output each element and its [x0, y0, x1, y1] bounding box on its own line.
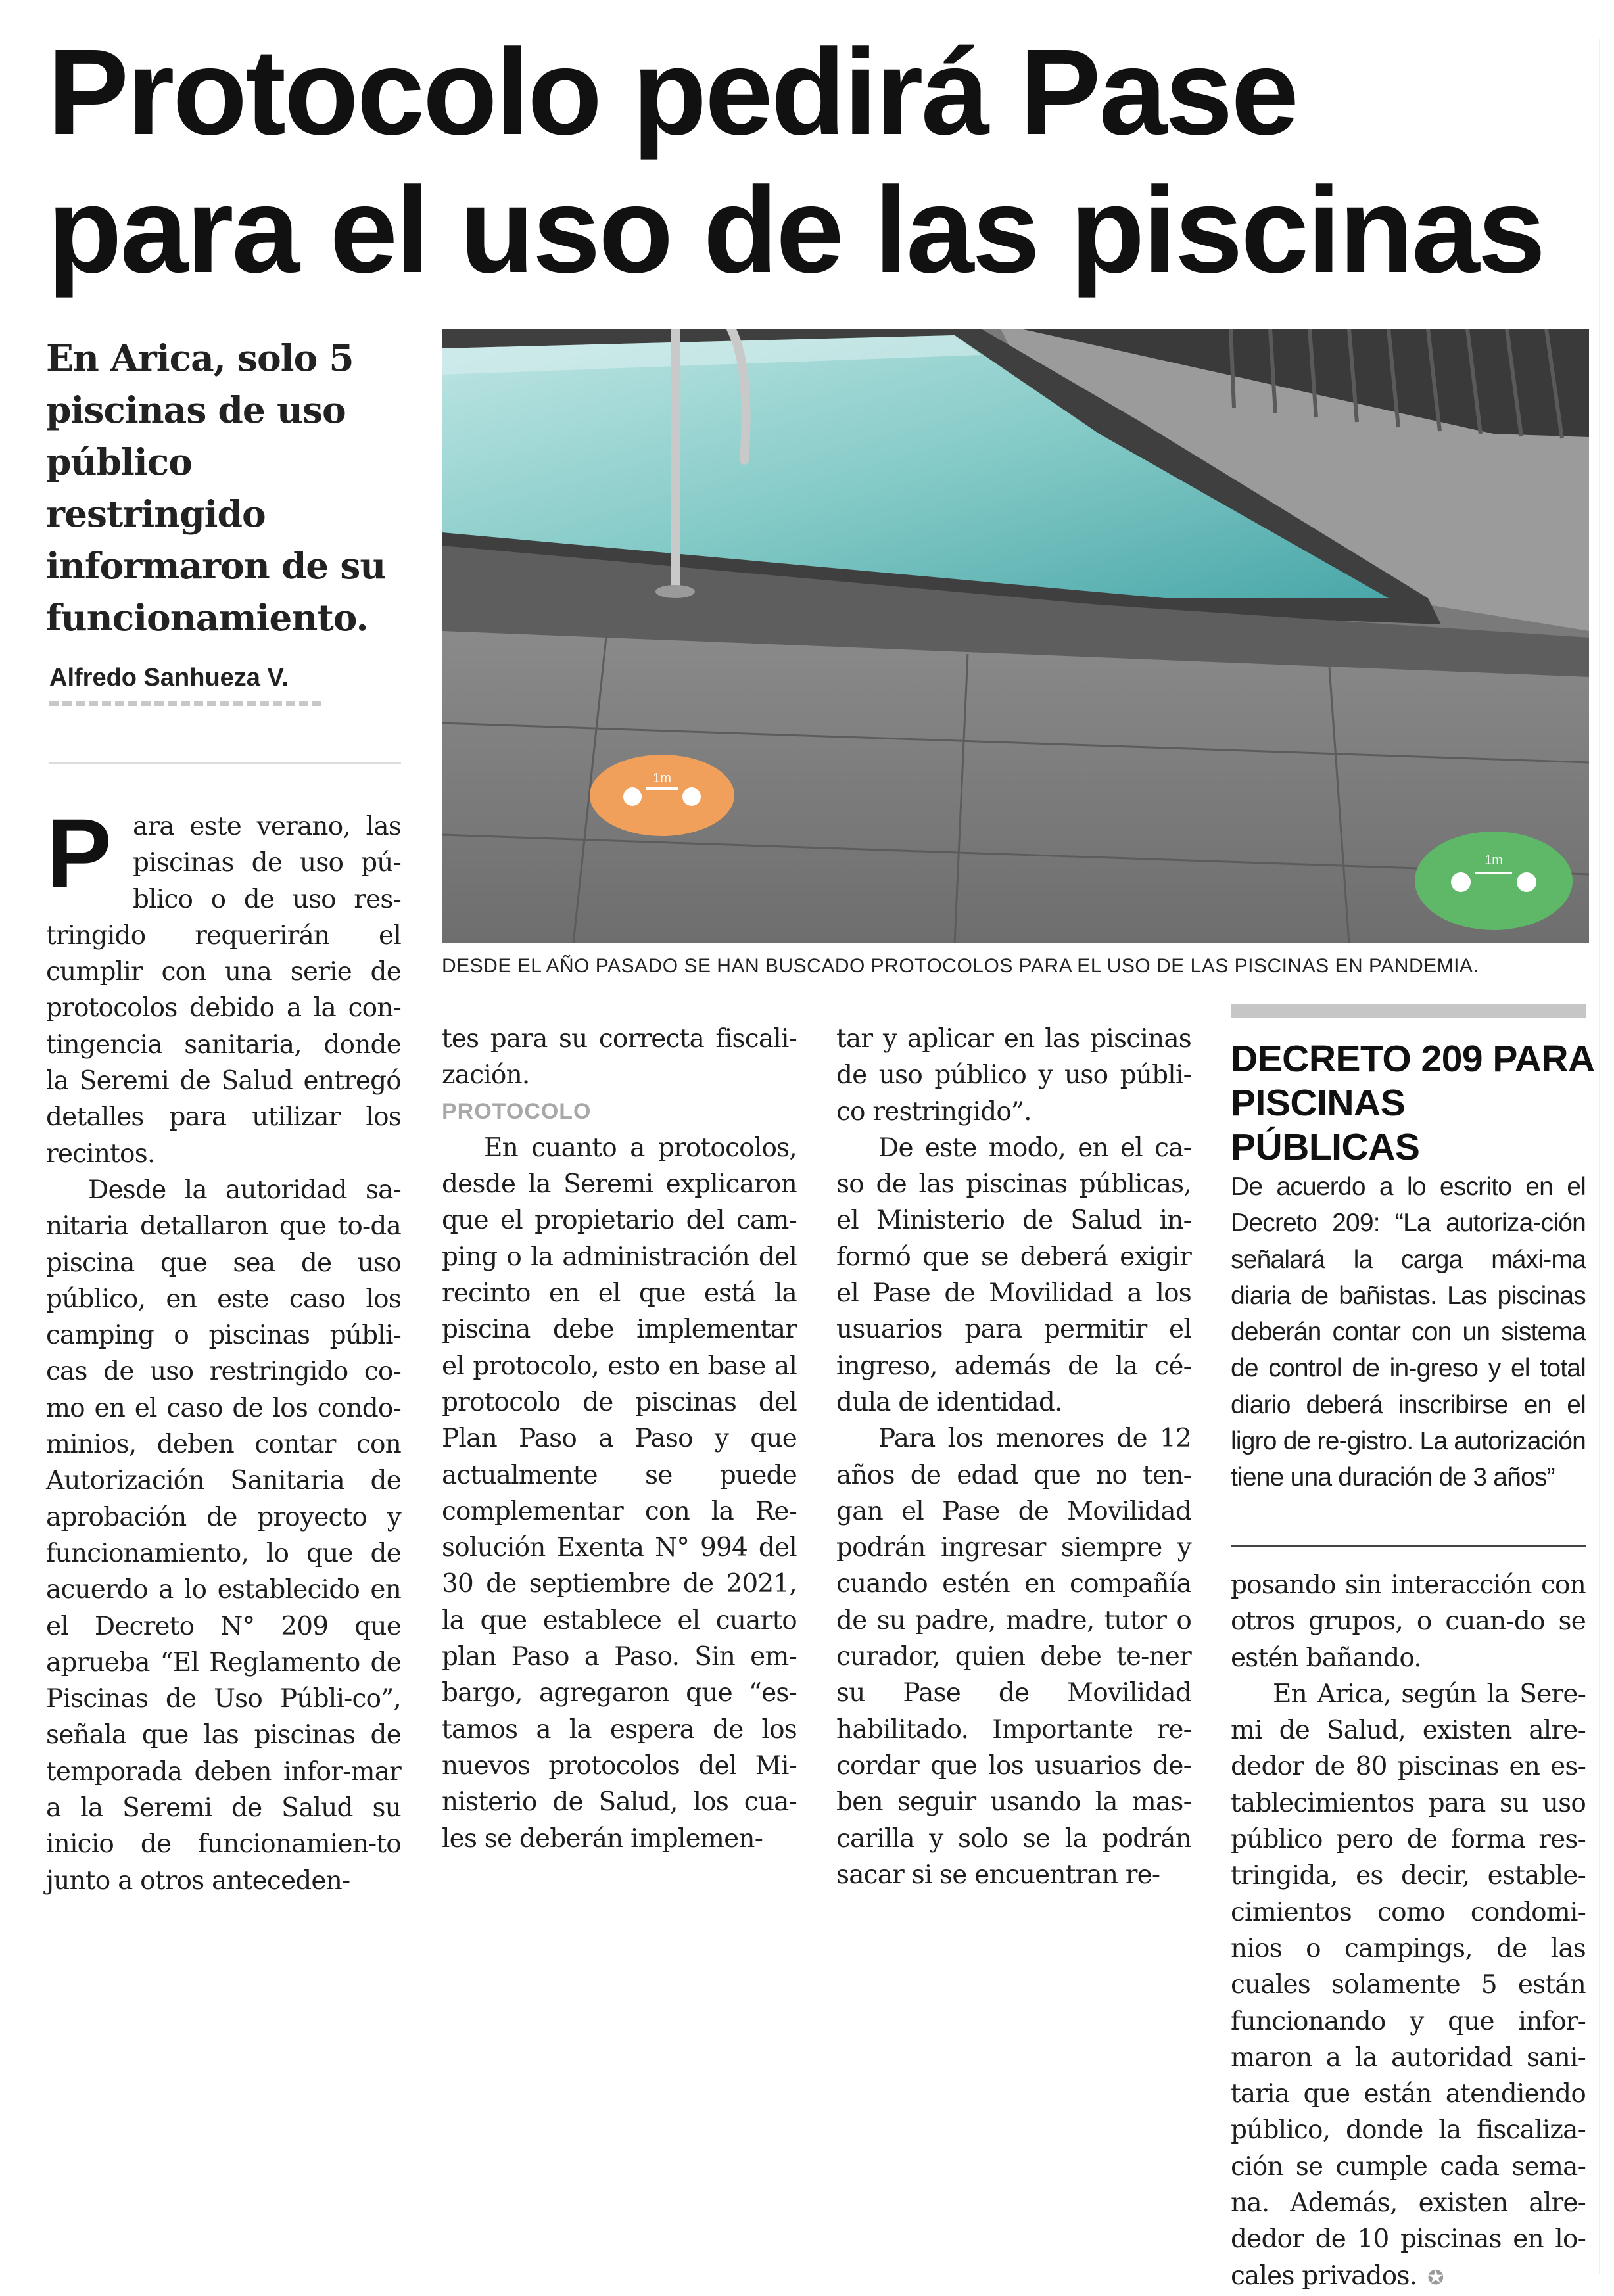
paragraph-9-text: En Arica, según la Sere-mi de Salud, existen alre-dedor de 80 piscinas en es-tablecimientos para su uso público pero de forma res-tringida, es decir, estable-cimientos como condomi-nios o campings, de las cuales solamente 5 están funcionando y que infor-maron a la autoridad sani-taria que están atendiendo público, donde la fiscaliza-ción se cumple cada sema-na. Además, existen alre-dedor de 10 piscinas en lo-cales privados. — [1231, 1679, 1586, 2291]
sidebar-text: De acuerdo a lo escrito en el Decreto 209: “La autoriza-ción señalará la carga máxi-ma diaria de bañistas. Las piscinas deberán contar con un sistema de control de in-greso y el total diario deberá inscribirse en el ligro de re-gistro. La autorización tiene una duración de 3 años” — [1231, 1173, 1586, 1492]
section-subhead: PROTOCOLO — [442, 1098, 592, 1124]
sidebar-title: DECRETO 209 PARA PISCINAS PÚBLICAS — [1231, 1038, 1594, 1168]
paragraph-8: posando sin interacción con otros grupos, o cuan-do se estén bañando. — [1231, 1570, 1586, 1673]
paragraph-9 — [1231, 1676, 1586, 2296]
body-column-3 — [836, 1021, 1191, 1893]
paragraph-5: tar y aplicar en las piscinas de uso público y uso públi-co restringido”. — [836, 1024, 1191, 1127]
pool-photo — [442, 329, 1589, 943]
body-column-4 — [1231, 1567, 1586, 2296]
headline-line-1: Protocolo pedirá Pase — [47, 24, 1297, 160]
end-mark-icon: ✪ — [1427, 2266, 1444, 2289]
orange-distance-sign — [590, 755, 734, 836]
paragraph-2: Desde la autoridad sa-nitaria detallaron que to-da piscina que sea de uso público, en este caso los camping o piscinas públi-cas de uso restringido co-mo en el caso de los condo-minios, deben contar con Autorización Sanitaria de aprobación de proyecto y funcionamiento, lo que de acuerdo a lo establecido en el Decreto N° 209 que aprueba “El Reglamento de Piscinas de Uso Públi-co”, señala que las piscinas de temporada deben infor-mar a la Seremi de Salud su inicio de funcionamien-to junto a otros anteceden- — [46, 1175, 401, 1896]
byline-email-faded — [49, 701, 325, 706]
paragraph-7: Para los menores de 12 años de edad que no ten-gan el Pase de Movilidad podrán ingresar siempre y cuando estén en compañía de su padre, madre, tutor o curador, quien debe te-ner su Pase de Movilidad habilitado. Importante re-cordar que los usuarios de-ben seguir usando la mas-carilla y solo se la podrán sacar si se encuentran re- — [836, 1424, 1191, 1890]
pool-photo-illustration — [442, 329, 1589, 943]
body-column-2 — [442, 1021, 797, 1857]
headline — [47, 24, 1599, 300]
headline-line-2: para el uso de las piscinas — [47, 162, 1544, 298]
byline: Alfredo Sanhueza V. — [49, 664, 289, 691]
byline-divider — [49, 762, 401, 764]
sidebar-top-bar — [1231, 1004, 1586, 1018]
drop-cap: P — [46, 798, 112, 908]
paragraph-1 — [46, 798, 401, 1172]
sidebar-bottom-rule — [1231, 1545, 1586, 1547]
page-edge-line — [1599, 39, 1600, 2274]
green-sign-label: 1m — [1484, 853, 1503, 868]
orange-sign-label: 1m — [653, 771, 671, 785]
paragraph-1-text: ara este verano, las piscinas de uso pú-blico o de uso res-tringido requerirán el cumplir con una serie de protocolos debido a la con-tingencia sanitaria, donde la Seremi de Salud entregó detalles para utilizar los recintos. — [46, 812, 401, 1169]
body-column-1 — [46, 798, 401, 1899]
paragraph-6: De este modo, en el ca-so de las piscinas públicas, el Ministerio de Salud in-formó que se deberá exigir el Pase de Movilidad a los usuarios para permitir el ingreso, además de la cé-dula de identidad. — [836, 1133, 1191, 1417]
paragraph-3: tes para su correcta fiscali-zación. — [442, 1024, 797, 1090]
photo-caption: DESDE EL AÑO PASADO SE HAN BUSCADO PROTOCOLOS PARA EL USO DE LAS PISCINAS EN PANDEMIA. — [442, 955, 1479, 977]
green-distance-sign — [1415, 832, 1573, 930]
paragraph-4: En cuanto a protocolos, desde la Seremi explicaron que el propietario del cam-ping o la administración del recinto en el que está la piscina debe implementar el protocolo, esto en base al protocolo de piscinas del Plan Paso a Paso y que actualmente se puede complementar con la Re-solución Exenta N° 994 del 30 de septiembre de 2021, la que establece el cuarto plan Paso a Paso. Sin em-bargo, agregaron que “es-tamos a la espera de los nuevos protocolos del Mi-nisterio de Salud, los cua-les se deberán implemen- — [442, 1133, 797, 1854]
deck-subtitle: En Arica, solo 5 piscinas de uso público restringido informaron de su funcionamiento. — [46, 337, 386, 639]
